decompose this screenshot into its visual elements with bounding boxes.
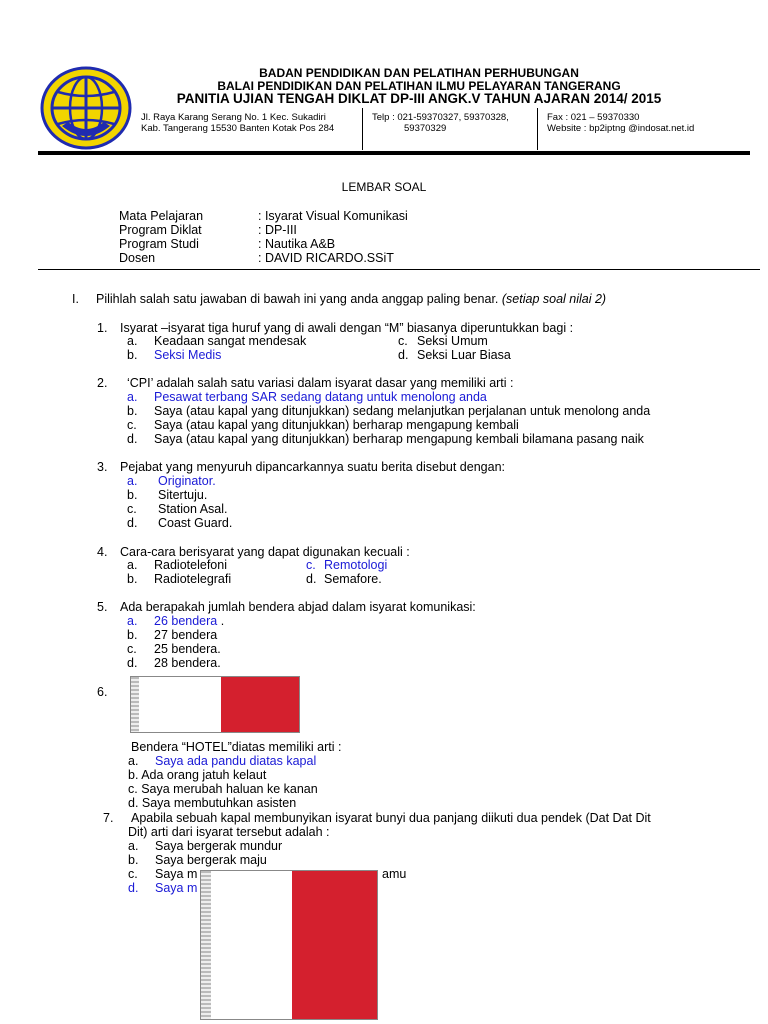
option-text: Radiotelegrafi (154, 572, 232, 586)
flag-white-half (211, 871, 293, 1019)
option-letter: a. (127, 558, 138, 572)
option-text: Sitertuju. (158, 488, 208, 502)
question-number: 5. (97, 600, 108, 614)
flag-red-half (292, 871, 377, 1019)
option-letter: c. (128, 867, 138, 881)
option-letter: b. (127, 628, 138, 642)
header-agency: BADAN PENDIDIKAN DAN PELATIHAN PERHUBUNGAN (259, 66, 579, 80)
option-letter: a. (128, 839, 139, 853)
option-letter-answer: c. (306, 558, 316, 572)
header-rule (38, 151, 750, 155)
option-letter-answer: a. (127, 614, 138, 628)
option-letter: d. (127, 432, 138, 446)
option-text: Seksi Umum (417, 334, 488, 348)
option-text: 25 bendera. (154, 642, 221, 656)
option-letter: b. (127, 348, 138, 362)
option-text: Station Asal. (158, 502, 228, 516)
option-text: Keadaan sangat mendesak (154, 334, 307, 348)
header-telp-2: 59370329 (404, 123, 447, 134)
option-letter: d. (127, 516, 138, 530)
flag-white-half (139, 677, 221, 732)
option-text: Saya m (155, 867, 198, 881)
question-number: 3. (97, 460, 108, 474)
option-letter: b. (127, 572, 138, 586)
section-note: (setiap soal nilai 2) (501, 292, 607, 306)
option-text: 26 bendera . (154, 614, 225, 628)
option-text: Semafore. (324, 572, 382, 586)
option-text: Saya (atau kapal yang ditunjukkan) berharap mengapung kembali (154, 418, 519, 432)
option-letter: d. (306, 572, 317, 586)
question-text: Ada berapakah jumlah bendera abjad dalam isyarat komunikasi: (120, 600, 476, 614)
question-text: Apabila sebuah kapal membunyikan isyarat bunyi dua panjang diikuti dua pendek (Dat Dat Dit (131, 811, 651, 825)
option-text-answer: Seksi Medis (154, 348, 222, 362)
question-text: Pejabat yang menyuruh dipancarkannya suatu berita disebut dengan: (120, 460, 505, 474)
hotel-flag-large-icon (200, 870, 378, 1020)
option-text-answer: 26 bendera (154, 614, 218, 628)
option-text: Saya bergerak maju (155, 853, 267, 867)
section-number: I. (72, 292, 79, 306)
question-number: 4. (97, 545, 108, 559)
question-text: Bendera “HOTEL”diatas memiliki arti : (131, 740, 342, 754)
option-letter: d. (398, 348, 409, 362)
option-letter: c. (127, 642, 137, 656)
question-text: Isyarat –isyarat tiga huruf yang di awali dengan “M” biasanya diperuntukkan bagi : (120, 321, 574, 335)
option-text: Radiotelefoni (154, 558, 227, 572)
option-text: 28 bendera. (154, 656, 221, 670)
question-number: 6. (97, 685, 108, 699)
header-address-1: Jl. Raya Karang Serang No. 1 Kec. Sukadiri (141, 112, 326, 123)
question-text-cont: Dit) arti dari isyarat tersebut adalah : (128, 825, 330, 839)
option-text-tail: amu (382, 867, 407, 881)
option-text-answer: Pesawat terbang SAR sedang datang untuk menolong anda (154, 390, 487, 404)
info-label: Dosen (119, 251, 156, 265)
info-label: Program Diklat (119, 223, 202, 237)
option-text: b. Ada orang jatuh kelaut (128, 768, 267, 782)
header-institute: BALAI PENDIDIKAN DAN PELATIHAN ILMU PELAYARAN TANGERANG (217, 79, 621, 93)
option-letter: c. (127, 418, 137, 432)
question-text: ‘CPI’ adalah salah satu variasi dalam isyarat dasar yang memiliki arti : (127, 376, 514, 390)
header-website: Website : bp2iptng @indosat.net.id (547, 123, 695, 134)
option-text-answer: Remotologi (324, 558, 388, 572)
header-telp: Telp : 021-59370327, 59370328, (372, 112, 509, 123)
question-number: 2. (97, 376, 108, 390)
option-letter: c. (398, 334, 408, 348)
option-text: Saya bergerak mundur (155, 839, 283, 853)
option-letter-answer: a. (127, 390, 138, 404)
flag-pole (201, 871, 211, 1019)
info-value: : Nautika A&B (258, 237, 336, 251)
option-text: Coast Guard. (158, 516, 233, 530)
flag-red-half (221, 677, 299, 732)
option-letter-answer: d. (128, 881, 139, 895)
option-letter: a. (127, 334, 138, 348)
option-text-answer: Originator. (158, 474, 216, 488)
option-letter: d. (127, 656, 138, 670)
option-text: c. Saya merubah haluan ke kanan (128, 782, 318, 796)
option-letter: a. (128, 754, 139, 768)
question-number: 7. (103, 811, 114, 825)
option-text: Saya (atau kapal yang ditunjukkan) sedang melanjutkan perjalanan untuk menolong anda (154, 404, 651, 418)
header-committee: PANITIA UJIAN TENGAH DIKLAT DP-III ANGK.V TAHUN AJARAN 2014/ 2015 (176, 91, 662, 106)
option-letter: b. (128, 853, 139, 867)
info-rule (38, 269, 760, 270)
info-value: : Isyarat Visual Komunikasi (258, 209, 408, 223)
doc-title: LEMBAR SOAL (341, 180, 427, 194)
header-fax: Fax : 021 – 59370330 (547, 112, 640, 123)
option-text: Seksi Luar Biasa (417, 348, 511, 362)
question-number: 1. (97, 321, 108, 335)
option-text: d. Saya membutuhkan asisten (128, 796, 297, 810)
flag-pole (131, 677, 139, 732)
info-label: Program Studi (119, 237, 199, 251)
option-letter-answer: a. (127, 474, 138, 488)
option-letter: b. (127, 488, 138, 502)
info-value: : DP-III (258, 223, 297, 237)
option-text: Saya (atau kapal yang ditunjukkan) berharap mengapung kembali bilamana pasang naik (154, 432, 644, 446)
hotel-flag-icon (130, 676, 300, 733)
info-value: : DAVID RICARDO.SSiT (258, 251, 394, 265)
question-text: Cara-cara berisyarat yang dapat digunakan kecuali : (120, 545, 410, 559)
option-text-answer: Saya ada pandu diatas kapal (155, 754, 317, 768)
option-letter: b. (127, 404, 138, 418)
header-divider-1 (362, 108, 363, 150)
header-divider-2 (537, 108, 538, 150)
info-label: Mata Pelajaran (119, 209, 204, 223)
section-instruction: Pilihlah salah satu jawaban di bawah ini yang anda anggap paling benar. (setiap soal nilai 2) (96, 292, 607, 306)
header-address-2: Kab. Tangerang 15530 Banten Kotak Pos 284 (141, 123, 335, 134)
option-letter: c. (127, 502, 137, 516)
option-text: 27 bendera (154, 628, 218, 642)
option-text-answer: Saya m (155, 881, 198, 895)
